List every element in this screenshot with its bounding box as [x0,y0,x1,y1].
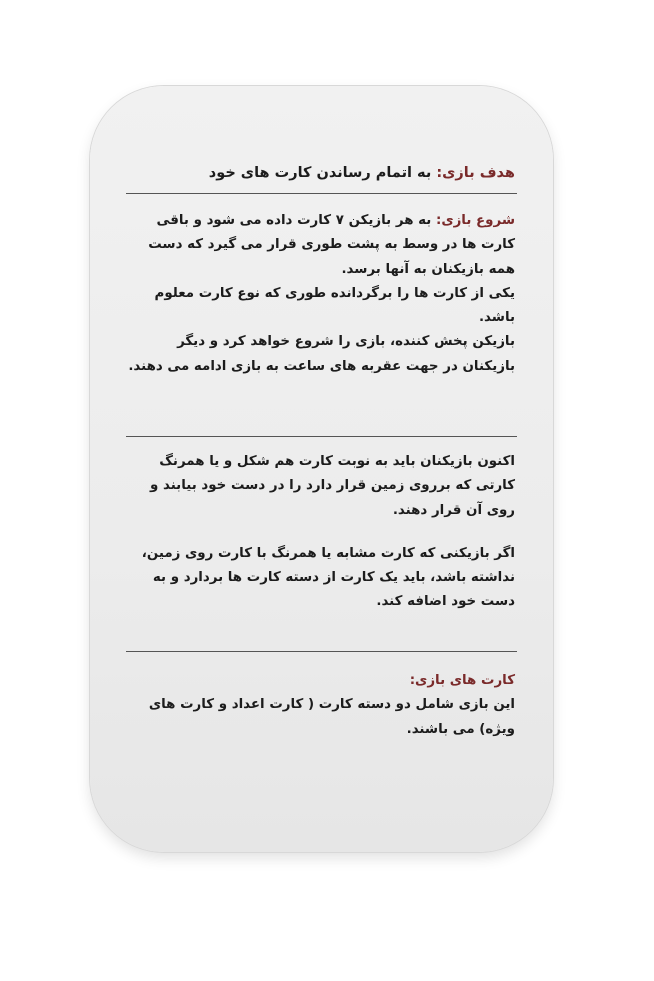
goal-heading: هدف بازی: [436,165,515,181]
play-draw-text: اگر بازیکنی که کارت مشابه یا همرنگ با کارت روی زمین، نداشته باشد، باید یک کارت از دسته کارت ها بردارد و به دست خود اضافه کند. [141,545,515,610]
start-flip-text: یکی از کارت ها را برگردانده طوری که نوع کارت معلوم باشد. [154,285,515,326]
start-intro [126,209,515,282]
start-dealer-text: بازیکن پخش کننده، بازی را شروع خواهد کرد و دیگر بازیکنان در جهت عقربه های ساعت به بازی ادامه می دهند. [128,334,515,374]
start-section [126,209,515,379]
start-intro-text: به هر بازیکن ۷ کارت داده می شود و باقی کارت ها در وسط به پشت طوری قرار می گیرد که دست همه بازیکنان به آنها برسد. [148,213,515,277]
divider-3 [126,651,517,652]
play-section [126,450,515,615]
cards-section [126,669,515,742]
rules-content [126,86,515,852]
divider-2 [126,436,517,437]
start-heading: شروع بازی: [435,213,515,228]
goal-text: به اتمام رساندن کارت های خود [208,165,432,181]
cards-heading: کارت های بازی: [409,673,515,688]
cards-text: این بازی شامل دو دسته کارت ( کارت اعداد و کارت های ویژه) می باشند. [148,697,515,737]
divider-1 [126,193,517,194]
play-turn-text: اکنون بازیکنان باید به نوبت کارت هم شکل و یا همرنگ کارتی که برروی زمین قرار دارد را در دست خود بیابند و روی آن قرار دهند. [150,454,515,518]
goal-section [126,160,515,186]
rules-card [90,86,553,852]
